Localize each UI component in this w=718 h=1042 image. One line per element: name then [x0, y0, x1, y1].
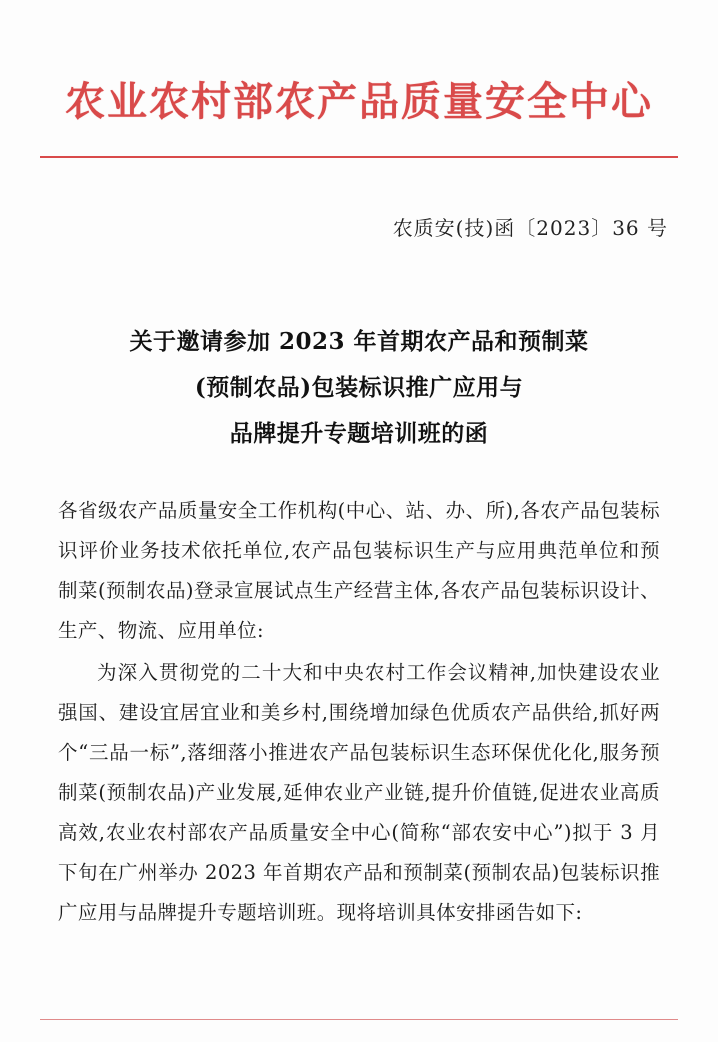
body-paragraph-recipients: 各省级农产品质量安全工作机构(中心、站、办、所),各农产品包装标识评价业务技术依托单位,农产品包装标识生产与应用典范单位和预制菜(预制农品)登录宣展试点生产经营主体,各农产品包装标识设计、生产、物流、应用单位:: [58, 499, 660, 642]
document-title: [0, 319, 718, 457]
document-body: [0, 491, 718, 933]
letterhead-rule-container: [0, 156, 718, 158]
document-number: 农质安(技)函〔2023〕36 号: [392, 216, 668, 240]
document-title-line-3: 品牌提升专题培训班的函: [229, 420, 489, 447]
document-title-line-1: 关于邀请参加 2023 年首期农产品和预制菜: [129, 328, 589, 355]
letterhead: [0, 0, 718, 158]
document-title-line-2: (预制农品)包装标识推广应用与: [194, 374, 524, 401]
footer-red-rule: [40, 1019, 678, 1020]
issuing-organization-title: 农业农村部农产品质量安全中心: [65, 78, 653, 125]
letterhead-red-rule: [40, 156, 678, 158]
body-paragraph-background: 为深入贯彻党的二十大和中央农村工作会议精神,加快建设农业强国、建设宜居宜业和美乡村,围绕增加绿色优质农产品供给,抓好两个“三品一标”,落细落小推进农产品包装标识生态环保优化化,服务预制菜(预制农品)产业发展,延伸农业产业链,提升价值链,促进农业高质高效,农业农村部农产品质量安全中心(简称“部农安中心”)拟于 3 月下旬在广州举办 2023 年首期农产品和预制菜(预制农品)包装标识推广应用与品牌提升专题培训班。现将培训具体安排函告如下:: [58, 660, 660, 924]
